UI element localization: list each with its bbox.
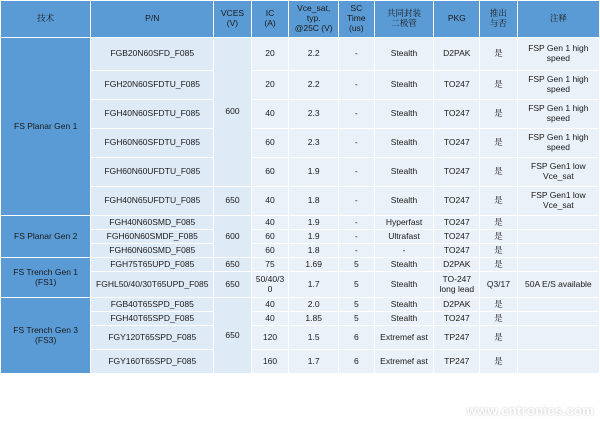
cell-launch: 是 — [480, 38, 518, 71]
cell-note: FSP Gen 1 high speed — [517, 100, 599, 129]
cell-pn: FGH40N60SFDTU_F085 — [91, 100, 214, 129]
cell-pn: FGH20N60SFDTU_F085 — [91, 71, 214, 100]
cell-sc-time: - — [339, 129, 375, 158]
cell-pkg: D2PAK — [434, 298, 480, 312]
table-row — [1, 298, 600, 312]
cell-launch: 是 — [480, 71, 518, 100]
cell-diode: Stealth — [374, 312, 434, 326]
cell-ic: 40 — [251, 216, 289, 230]
cell-pn: FGY160T65SPD_F085 — [91, 350, 214, 374]
cell-ic: 40 — [251, 100, 289, 129]
cell-pkg: D2PAK — [434, 38, 480, 71]
cell-vce-sat: 1.8 — [289, 244, 339, 258]
cell-vce-sat: 2.0 — [289, 298, 339, 312]
cell-pkg: TO247 — [434, 312, 480, 326]
cell-pkg: TO247 — [434, 71, 480, 100]
cell-launch: 是 — [480, 100, 518, 129]
column-header-pn: P/N — [91, 1, 214, 38]
cell-sc-time: - — [339, 230, 375, 244]
table-body — [1, 38, 600, 374]
cell-sc-time: 6 — [339, 326, 375, 350]
column-header-vces: VCES (V) — [214, 1, 252, 38]
cell-note: FSP Gen1 low Vce_sat — [517, 158, 599, 187]
cell-ic: 50/40/3 0 — [251, 272, 289, 298]
cell-vce-sat: 2.3 — [289, 129, 339, 158]
cell-pn: FGY120T65SPD_F085 — [91, 326, 214, 350]
cell-diode: Extremef ast — [374, 326, 434, 350]
cell-ic: 60 — [251, 129, 289, 158]
table-row — [1, 100, 600, 129]
cell-diode: Stealth — [374, 187, 434, 216]
cell-note: FSP Gen 1 high speed — [517, 38, 599, 71]
table-row — [1, 326, 600, 350]
cell-launch: 是 — [480, 244, 518, 258]
table-row — [1, 272, 600, 298]
cell-note: 50A E/S available — [517, 272, 599, 298]
cell-pn: FGB40T65SPD_F085 — [91, 298, 214, 312]
cell-ic: 40 — [251, 187, 289, 216]
cell-vce-sat: 1.5 — [289, 326, 339, 350]
cell-ic: 40 — [251, 298, 289, 312]
cell-ic: 75 — [251, 258, 289, 272]
cell-launch: 是 — [480, 129, 518, 158]
cell-sc-time: - — [339, 38, 375, 71]
watermark: www.cntronics.com — [466, 403, 594, 418]
cell-vce-sat: 1.7 — [289, 350, 339, 374]
cell-ic: 20 — [251, 38, 289, 71]
cell-pkg: TO247 — [434, 216, 480, 230]
cell-sc-time: 5 — [339, 258, 375, 272]
table-row — [1, 244, 600, 258]
cell-diode: Ultrafast — [374, 230, 434, 244]
cell-launch: Q3/17 — [480, 272, 518, 298]
cell-note — [517, 298, 599, 312]
table-row — [1, 129, 600, 158]
cell-diode: Hyperfast — [374, 216, 434, 230]
column-header-note: 注释 — [517, 1, 599, 38]
cell-sc-time: - — [339, 244, 375, 258]
column-header-ic: IC (A) — [251, 1, 289, 38]
group-label-trench-gen3: FS Trench Gen 3 (FS3) — [1, 298, 91, 374]
cell-vce-sat: 1.7 — [289, 272, 339, 298]
cell-launch: 是 — [480, 258, 518, 272]
column-header-co-pack-diode: 共同封装 二极管 — [374, 1, 434, 38]
cell-pn: FGH40T65SPD_F085 — [91, 312, 214, 326]
cell-pkg: D2PAK — [434, 258, 480, 272]
cell-vces: 650 — [214, 272, 252, 298]
cell-note: FSP Gen 1 high speed — [517, 129, 599, 158]
cell-ic: 40 — [251, 312, 289, 326]
cell-note — [517, 230, 599, 244]
cell-diode: Stealth — [374, 129, 434, 158]
cell-vces: 600 — [214, 216, 252, 258]
cell-note — [517, 350, 599, 374]
cell-note — [517, 258, 599, 272]
cell-note — [517, 326, 599, 350]
column-header-vce-sat: Vce_sat, typ. @25C (V) — [289, 1, 339, 38]
cell-launch: 是 — [480, 326, 518, 350]
cell-vces: 650 — [214, 187, 252, 216]
cell-note — [517, 312, 599, 326]
cell-diode: - — [374, 244, 434, 258]
cell-ic: 60 — [251, 158, 289, 187]
cell-sc-time: - — [339, 187, 375, 216]
cell-diode: Stealth — [374, 100, 434, 129]
cell-sc-time: - — [339, 158, 375, 187]
cell-sc-time: - — [339, 71, 375, 100]
group-label-planar-gen2: FS Planar Gen 2 — [1, 216, 91, 258]
table-row — [1, 71, 600, 100]
cell-diode: Stealth — [374, 38, 434, 71]
group-label-planar-gen1: FS Planar Gen 1 — [1, 38, 91, 216]
cell-pkg: TO247 — [434, 158, 480, 187]
cell-note: FSP Gen1 low Vce_sat — [517, 187, 599, 216]
cell-pkg: TP247 — [434, 350, 480, 374]
cell-sc-time: 5 — [339, 272, 375, 298]
cell-diode: Stealth — [374, 71, 434, 100]
cell-vce-sat: 1.85 — [289, 312, 339, 326]
table-header — [1, 1, 600, 38]
cell-vce-sat: 1.8 — [289, 187, 339, 216]
cell-vce-sat: 1.69 — [289, 258, 339, 272]
cell-launch: 是 — [480, 216, 518, 230]
table-row — [1, 350, 600, 374]
cell-sc-time: 6 — [339, 350, 375, 374]
cell-ic: 60 — [251, 244, 289, 258]
cell-pn: FGB20N60SFD_F085 — [91, 38, 214, 71]
cell-launch: 是 — [480, 298, 518, 312]
cell-ic: 60 — [251, 230, 289, 244]
table-row — [1, 312, 600, 326]
cell-vce-sat: 2.2 — [289, 38, 339, 71]
group-label-trench-gen1: FS Trench Gen 1 (FS1) — [1, 258, 91, 298]
cell-pn: FGH75T65UPD_F085 — [91, 258, 214, 272]
cell-sc-time: 5 — [339, 298, 375, 312]
cell-note: FSP Gen 1 high speed — [517, 71, 599, 100]
cell-note — [517, 244, 599, 258]
table-row — [1, 187, 600, 216]
column-header-launch: 推出 与否 — [480, 1, 518, 38]
cell-diode: Stealth — [374, 298, 434, 312]
cell-pn: FGH60N60SMD_F085 — [91, 244, 214, 258]
cell-vce-sat: 1.9 — [289, 216, 339, 230]
table-row — [1, 38, 600, 71]
cell-pkg: TO247 — [434, 244, 480, 258]
cell-pkg: TO247 — [434, 187, 480, 216]
cell-pn: FGH40N65UFDTU_F085 — [91, 187, 214, 216]
cell-pn: FGH60N60SFDTU_F085 — [91, 129, 214, 158]
cell-pkg: TO-247 long lead — [434, 272, 480, 298]
table-row — [1, 158, 600, 187]
cell-vces: 650 — [214, 298, 252, 374]
cell-vce-sat: 1.9 — [289, 158, 339, 187]
cell-vce-sat: 1.9 — [289, 230, 339, 244]
table-row — [1, 216, 600, 230]
column-header-pkg: PKG — [434, 1, 480, 38]
cell-pn: FGH60N60SMDF_F085 — [91, 230, 214, 244]
table-row — [1, 230, 600, 244]
cell-launch: 是 — [480, 312, 518, 326]
cell-ic: 160 — [251, 350, 289, 374]
cell-diode: Stealth — [374, 258, 434, 272]
column-header-technology: 技术 — [1, 1, 91, 38]
cell-vces: 600 — [214, 38, 252, 187]
cell-pkg: TO247 — [434, 100, 480, 129]
cell-vce-sat: 2.3 — [289, 100, 339, 129]
cell-pkg: TP247 — [434, 326, 480, 350]
cell-launch: 是 — [480, 350, 518, 374]
cell-diode: Stealth — [374, 272, 434, 298]
cell-vces: 650 — [214, 258, 252, 272]
cell-launch: 是 — [480, 187, 518, 216]
cell-pn: FGH40N60SMD_F085 — [91, 216, 214, 230]
cell-vce-sat: 2.2 — [289, 71, 339, 100]
cell-launch: 是 — [480, 230, 518, 244]
column-header-sc-time: SC Time (us) — [339, 1, 375, 38]
cell-note — [517, 216, 599, 230]
cell-sc-time: - — [339, 100, 375, 129]
table-row — [1, 258, 600, 272]
cell-pkg: TO247 — [434, 230, 480, 244]
cell-diode: Extremef ast — [374, 350, 434, 374]
cell-pn: FGHL50/40/30T65UPD_F085 — [91, 272, 214, 298]
cell-ic: 120 — [251, 326, 289, 350]
cell-diode: Stealth — [374, 158, 434, 187]
cell-pn: FGH60N60UFDTU_F085 — [91, 158, 214, 187]
cell-pkg: TO247 — [434, 129, 480, 158]
cell-launch: 是 — [480, 158, 518, 187]
cell-sc-time: - — [339, 216, 375, 230]
table-header-row — [1, 1, 600, 38]
cell-ic: 20 — [251, 71, 289, 100]
cell-sc-time: 5 — [339, 312, 375, 326]
